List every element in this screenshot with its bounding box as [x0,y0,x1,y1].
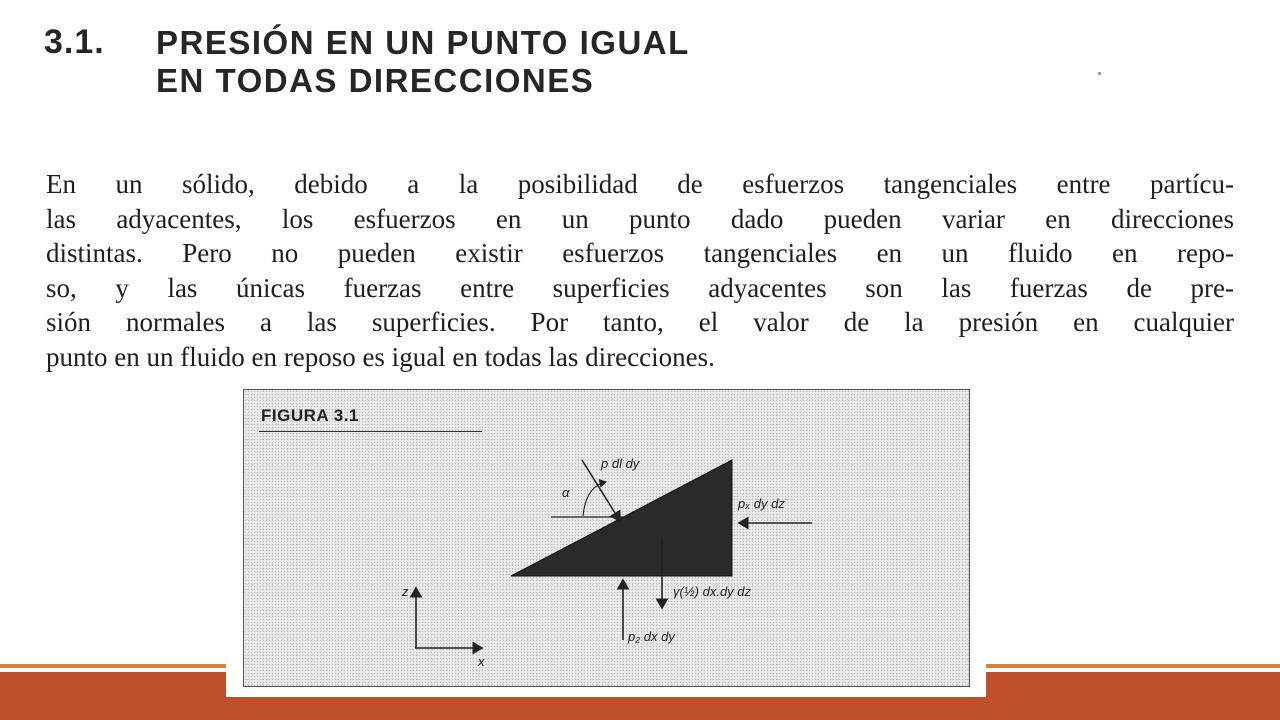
paragraph-line: sión normales a las superficies. Por tanto, el valor de la presión en cualquier [46,307,1234,337]
paragraph-line: En un sólido, debido a la posibilidad de esfuerzos tangenciales entre partícu- [46,169,1234,199]
section-title-line-2: EN TODAS DIRECCIONES [156,62,595,99]
figure-frame [243,389,970,687]
label-axis-x: x [478,654,485,669]
paragraph-line: punto en un fluido en reposo es igual en todas las direcciones. [46,341,715,372]
fluid-wedge [511,460,732,576]
section-number: 3.1. [44,23,105,61]
label-horizontal-pressure: pₓ dy dz [738,496,785,511]
label-weight: γ(½) dx.dy dz [673,584,752,599]
figure-image [226,381,986,697]
paragraph-line: so, y las únicas fuerzas entre superficies adyacentes son las fuerzas de pre- [46,272,1234,303]
paragraph-line: distintas. Pero no pueden existir esfuerzos tangenciales en un fluido en repo- [46,238,1234,268]
label-incline-pressure: p dl dy [601,456,640,471]
figure-label: FIGURA 3.1 [261,406,359,425]
paragraph-line: las adyacentes, los esfuerzos en un punto dado pueden variar en direcciones [46,203,1234,234]
alpha-arc [583,482,606,516]
label-vertical-pressure: p₂ dx dy [628,629,675,644]
section-title-line-1: PRESIÓN EN UN PUNTO IGUAL [156,24,690,61]
fluid-element-diagram [244,390,971,688]
label-alpha: α [562,485,570,500]
scan-speck [1098,72,1101,75]
body-paragraph [46,167,1236,374]
section-title [156,24,690,100]
label-axis-z: z [402,584,409,599]
